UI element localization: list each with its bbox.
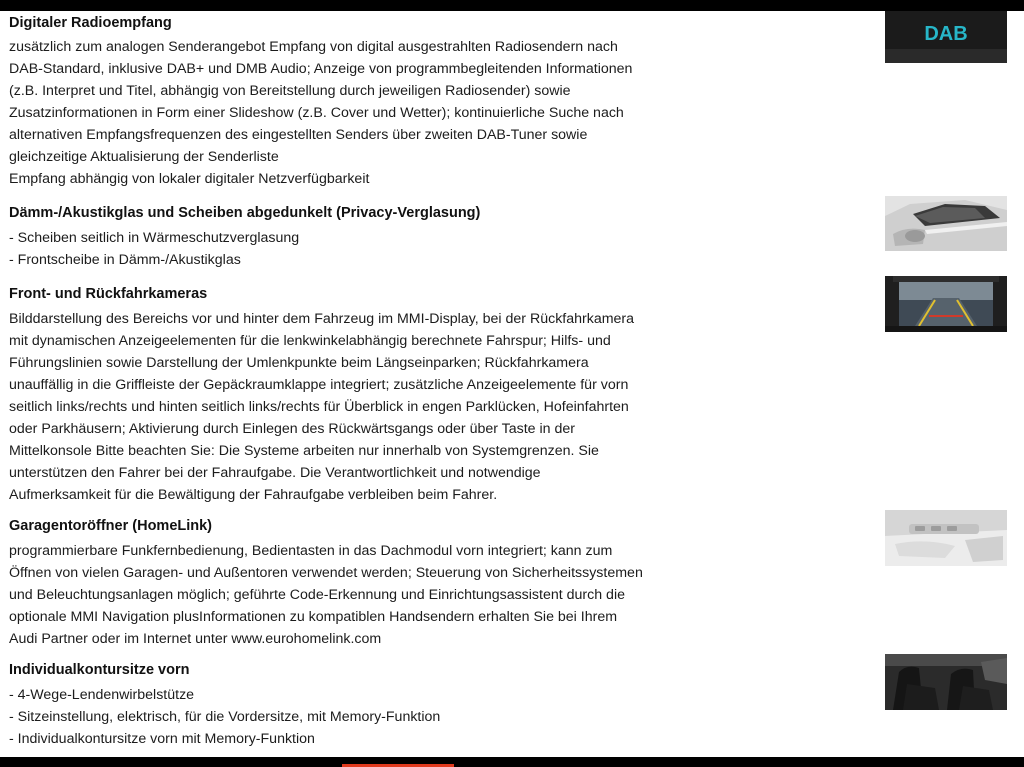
list-item: - Sitzeinstellung, elektrisch, für die Vordersitze, mit Memory-Funktion: [9, 709, 441, 725]
list-item: - 4-Wege-Lendenwirbelstütze: [9, 687, 195, 703]
section-digital-radio: [9, 13, 632, 190]
text-line: seitlich links/rechts und hinten seitlich links/rechts für Überblick in engen Parklücken, Hofeinfahrten: [9, 399, 629, 415]
text-line: optionale MMI Navigation plusInformationen zu kompatiblen Handsendern erhalten Sie bei Ihrem: [9, 609, 618, 625]
text-line: unterstützen den Fahrer bei der Fahraufgabe. Die Verantwortlichkeit und notwendige: [9, 465, 541, 481]
text-line: (z.B. Interpret und Titel, abhängig von Bereitstellung durch jeweiligen Radiosender) sowie: [9, 83, 571, 99]
text-line: Aufmerksamkeit für die Bewältigung der Fahraufgabe verbleiben beim Fahrer.: [9, 487, 498, 503]
text-line: programmierbare Funkfernbedienung, Bedientasten in das Dachmodul vorn integriert; kann zum: [9, 543, 613, 559]
text-line: gleichzeitige Aktualisierung der Senderliste: [9, 149, 279, 165]
text-line: Audi Partner oder im Internet unter www.eurohomelink.com: [9, 631, 382, 647]
text-line: Mittelkonsole Bitte beachten Sie: Die Systeme arbeiten nur innerhalb von Systemgrenzen. Sie: [9, 443, 599, 459]
rear-camera-display-image: [885, 276, 1007, 332]
section-garage-opener: [9, 516, 643, 650]
dab-logo-text: DAB: [924, 23, 968, 45]
section-contour-seats: [9, 660, 440, 750]
list-item: - Individualkontursitze vorn mit Memory-Funktion: [9, 731, 315, 747]
section-title-cameras: Front- und Rückfahrkameras: [9, 286, 208, 302]
dab-logo-image: [885, 11, 1007, 63]
bottom-bar: [0, 757, 1024, 767]
text-line: oder Parkhäusern; Aktivierung durch Einlegen des Rückwärtsgangs oder über Taste in der: [9, 421, 575, 437]
section-body-privacy-glass: [9, 227, 480, 271]
section-cameras: [9, 284, 634, 506]
text-line: Empfang abhängig von lokaler digitaler Netzverfügbarkeit: [9, 171, 370, 187]
section-body-garage-opener: [9, 540, 643, 650]
top-bar: [0, 0, 1024, 11]
text-line: mit dynamischen Anzeigeelementen für die lenkwinkelabhängig berechnete Fahrspur; Hilfs- und: [9, 333, 611, 349]
text-line: unauffällig in die Griffleiste der Gepäckraumklappe integriert; zusätzliche Anzeigeelemente für vorn: [9, 377, 629, 393]
headliner-module-image: [885, 510, 1007, 566]
list-item: - Frontscheibe in Dämm-/Akustikglas: [9, 252, 241, 268]
text-line: Bilddarstellung des Bereichs vor und hinter dem Fahrzeug im MMI-Display, bei der Rückfahrkamera: [9, 311, 635, 327]
text-line: Öffnen von vielen Garagen- und Außentoren verwendet werden; Steuerung von Sicherheitssystemen: [9, 565, 643, 581]
text-line: alternativen Empfangsfrequenzen des eingestellten Senders über zweiten DAB-Tuner sowie: [9, 127, 588, 143]
section-body-contour-seats: [9, 684, 440, 750]
text-line: und Beleuchtungsanlagen möglich; geführte Code-Erkennung und Einrichtungsassistent durch die: [9, 587, 625, 603]
text-line: DAB-Standard, inklusive DAB+ und DMB Audio; Anzeige von programmbegleitenden Informationen: [9, 61, 633, 77]
section-title-garage-opener: Garagentoröffner (HomeLink): [9, 518, 213, 534]
section-body-digital-radio: [9, 36, 632, 190]
text-line: Führungslinien sowie Darstellung der Umlenkpunkte beim Längseinparken; Rückfahrkamera: [9, 355, 589, 371]
text-line: Zusatzinformationen in Form einer Slideshow (z.B. Cover und Wetter); kontinuierliche Suche nach: [9, 105, 624, 121]
text-line: zusätzlich zum analogen Senderangebot Empfang von digital ausgestrahlten Radiosendern nach: [9, 39, 618, 55]
list-item: - Scheiben seitlich in Wärmeschutzverglasung: [9, 230, 300, 246]
section-body-cameras: [9, 308, 634, 506]
car-side-window-image: [885, 196, 1007, 251]
section-title-privacy-glass: Dämm-/Akustikglas und Scheiben abgedunkelt (Privacy-Verglasung): [9, 205, 481, 221]
section-title-digital-radio: Digitaler Radioempfang: [9, 15, 172, 31]
section-privacy-glass: [9, 203, 480, 271]
section-title-contour-seats: Individualkontursitze vorn: [9, 662, 190, 678]
front-seats-image: [885, 654, 1007, 710]
